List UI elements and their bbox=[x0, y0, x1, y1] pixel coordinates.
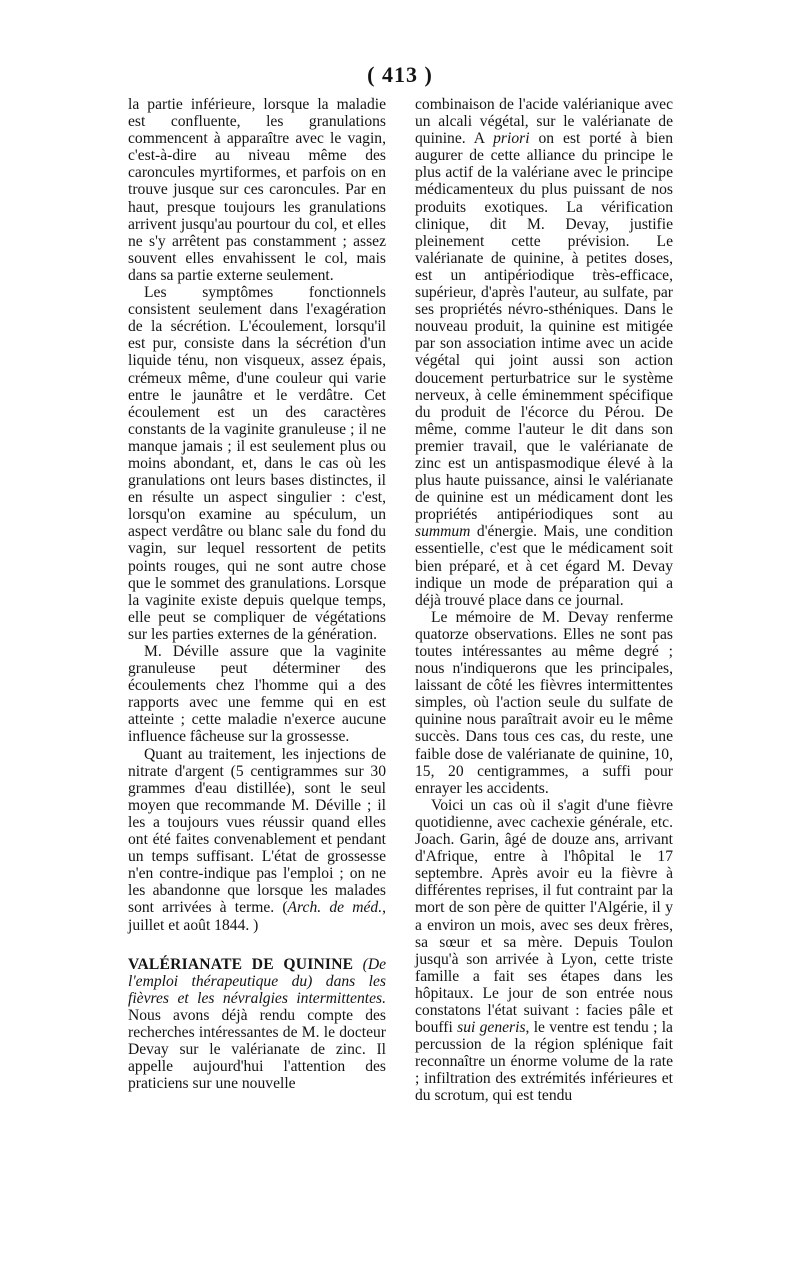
section-subtitle: (De l'emploi thérapeutique du) dans les fièvres et les névralgies intermittentes. bbox=[128, 955, 386, 1007]
page-number: ( 413 ) bbox=[367, 62, 433, 87]
right-p1-text-a: combinaison de l'acide valérianique avec un alcali végétal, sur le valérianate de quinine. A bbox=[415, 96, 673, 148]
section-heading: VALÉRIANATE DE QUININE bbox=[128, 955, 354, 973]
right-p3-text-b: , le ventre est tendu ; la percussion de la région splénique fait reconnaître un énorme volume de la rate ; infiltration des extrémités inférieures et du scrotum, qui est tendu bbox=[415, 1019, 673, 1105]
right-p1-text-c: d'énergie. Mais, une condition essentielle, c'est que le médicament soit bien préparé, et à cet égard M. Devay indique un mode de préparation qui a déjà trouvé place dans ce journal. bbox=[415, 523, 673, 609]
section-intro: Nous avons déjà rendu compte des recherches intéressantes de M. le docteur Devay sur le valérianate de zinc. Il appelle aujourd'hui l'attention des praticiens sur une nouvelle bbox=[128, 1006, 386, 1093]
section-paragraph bbox=[128, 956, 386, 1093]
source-citation: Arch. de méd. bbox=[287, 899, 383, 917]
italic-sui-generis: sui generis bbox=[457, 1019, 526, 1037]
source-date: , juillet et août 1844. ) bbox=[128, 899, 386, 934]
italic-summum: summum bbox=[415, 523, 471, 541]
right-paragraph-2: Le mémoire de M. Devay renferme quatorze observations. Elles ne sont pas toutes intéressantes au même degré ; nous n'indiquerons que les principales, laissant de côté les fièvres intermittentes simples, où l'action seule du sulfate de quinine nous paraîtrait avoir eu le même succès. Dans tous ces cas, du reste, une faible dose de valérianate de quinine, 10, 15, 20 centigrammes, a suffi pour enrayer les accidents. bbox=[415, 608, 673, 797]
right-paragraph-1 bbox=[415, 96, 673, 609]
right-paragraph-3 bbox=[415, 797, 673, 1105]
right-column bbox=[415, 96, 673, 1105]
left-column bbox=[128, 96, 386, 1092]
treatment-text: Quant au traitement, les injections de nitrate d'argent (5 centigrammes sur 30 grammes d'eau distillée), sont le seul moyen que recommande M. Déville ; il les a toujours vues réussir quand elles ont été faites convenablement et pendant un temps suffisant. L'état de grossesse n'en contre-indique pas l'emploi ; on ne les abandonne que lorsque les malades sont arrivées à terme. ( bbox=[128, 745, 386, 917]
left-paragraph-1: la partie inférieure, lorsque la maladie est confluente, les granulations commencent à apparaître avec le vagin, c'est-à-dire au niveau même des caroncules myrtiformes, et parfois on en trouve jusque sur ces caroncules. Par en haut, presque toujours les granulations arrivent jusqu'au pourtour du col, et elles ne s'y arrêtent pas constamment ; assez souvent elles envahissent le col, mais dans sa partie externe seulement. bbox=[128, 96, 386, 284]
left-paragraph-3: M. Déville assure que la vaginite granuleuse peut déterminer des écoulements chez l'homme qui a des rapports avec une femme qui en est atteinte ; cette maladie n'exerce aucune influence fâcheuse sur la grossesse. bbox=[128, 643, 386, 746]
right-p3-text-a: Voici un cas où il s'agit d'une fièvre quotidienne, avec cachexie générale, etc. Joach. Garin, âgé de douze ans, arrivant d'Afrique, entre à l'hôpital le 17 septembre. Après avoir eu la fièvre à différentes reprises, il fut contraint par la mort de son père de quitter l'Algérie, il y a environ un mois, avec ses deux frères, sa sœur et sa mère. Depuis Toulon jusqu'à son arrivée à Lyon, cette triste famille a fait ses étapes dans les hôpitaux. Le jour de son entrée nous constatons l'état suivant : facies pâle et bouffi bbox=[415, 796, 673, 1037]
left-paragraph-4 bbox=[128, 746, 386, 934]
right-p1-text-b: on est porté à bien augurer de cette alliance du principe le plus actif de la valériane avec le principe médicamenteux du plus puissant de nos produits exotiques. La vérification clinique, dit M. Devay, justifie pleinement cette prévision. Le valérianate de quinine, à petites doses, est un antipériodique très-efficace, supérieur, d'après l'auteur, au sulfate, par ses propriétés névro-sthéniques. Dans le nouveau produit, la quinine est mitigée par son association intime avec un acide végétal qui joint aussi son action doucement perturbatrice sur le système nerveux, à celle éminemment spécifique du produit de l'écorce du Pérou. De même, comme l'auteur le dit dans son premier travail, que le valérianate de zinc est un antispasmodique élevé à la plus haute puissance, ainsi le valérianate de quinine est un médicament dont les propriétés antipériodiques sont au bbox=[415, 130, 674, 524]
italic-priori: priori bbox=[493, 130, 530, 148]
left-paragraph-2: Les symptômes fonctionnels consistent seulement dans l'exagération de la sécrétion. L'écoulement, lorsqu'il est pur, consiste dans la sécrétion d'un liquide ténu, non visqueux, assez épais, crémeux même, d'une couleur qui varie entre le jaunâtre et le verdâtre. Cet écoulement est un des caractères constants de la vaginite granuleuse ; il ne manque jamais ; il est seulement plus ou moins abondant, et, dans le cas où les granulations ont leurs bases distinctes, il en résulte un aspect singulier : c'est, lorsqu'on examine au spéculum, un aspect verdâtre ou blanc sale du fond du vagin, sur lequel ressortent de petits points rouges, qui ne sont autre chose que le sommet des granulations. Lorsque la vaginite existe depuis quelque temps, elle peut se compliquer de végétations sur les parties externes de la génération. bbox=[128, 284, 386, 643]
